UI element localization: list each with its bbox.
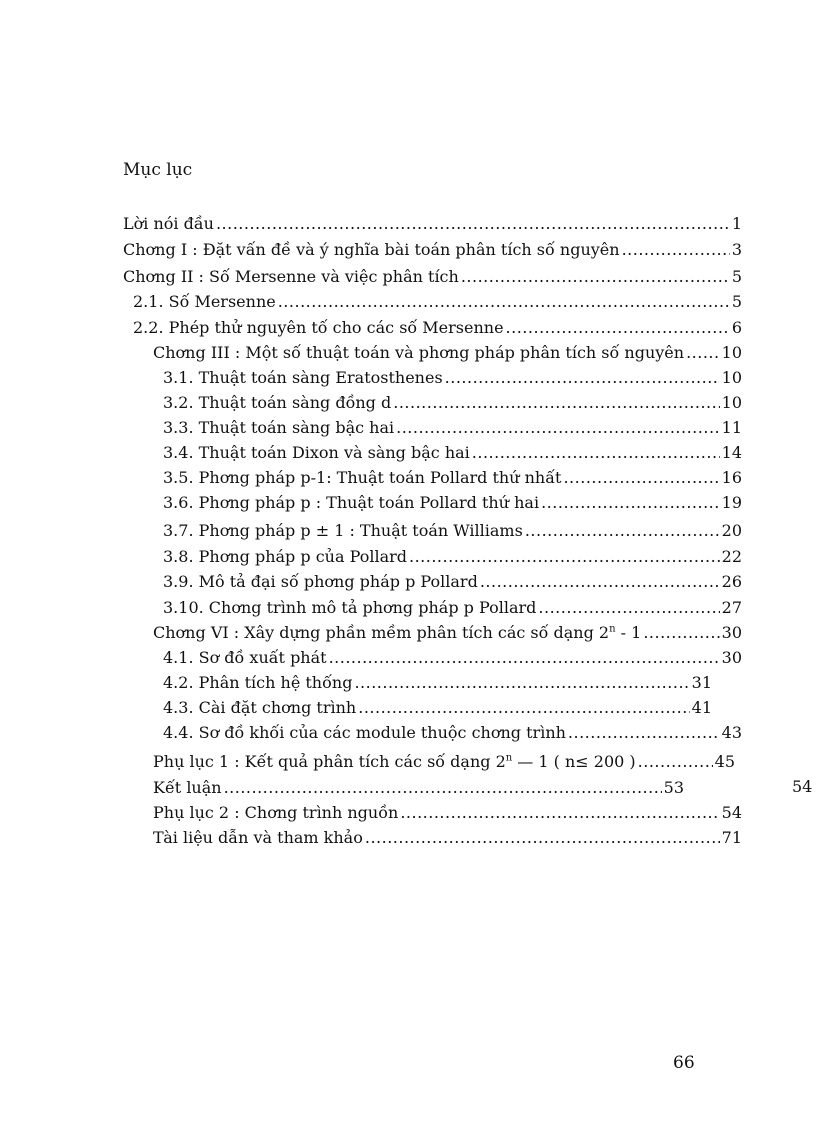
toc-leader-dots — [365, 826, 720, 850]
toc-entry-page: 45 — [714, 752, 735, 771]
toc-entry — [163, 696, 712, 720]
toc-entry-page: 19 — [721, 493, 742, 512]
toc-entry-title: 3.5. Phơng pháp p-1: Thuật toán Pollard thứ nhất — [163, 468, 562, 487]
toc-entry — [133, 316, 742, 340]
page-title: Mục lục — [123, 160, 193, 180]
toc-leader-dots — [461, 265, 730, 289]
toc-entry-page: 54 — [721, 803, 742, 822]
toc-entry-page: 5 — [731, 267, 742, 286]
toc-leader-dots — [541, 491, 720, 515]
toc-entry-title: 3.10. Chơng trình mô tả phơng pháp p Pollard — [163, 598, 537, 617]
toc-entry-title: Chơng III : Một số thuật toán và phơng pháp phân tích số nguyên — [153, 343, 685, 362]
toc-entry — [153, 801, 742, 825]
toc-leader-dots — [400, 801, 719, 825]
toc-leader-dots — [278, 290, 730, 314]
toc-entry-title: Chơng II : Số Mersenne và việc phân tích — [123, 267, 459, 286]
toc-leader-dots — [329, 646, 720, 670]
toc-entry — [123, 212, 742, 236]
toc-leader-dots — [216, 212, 730, 236]
toc-entry — [153, 621, 742, 645]
toc-entry — [163, 491, 742, 515]
toc-leader-dots — [563, 466, 719, 490]
toc-entry-title: 3.4. Thuật toán Dixon và sàng bậc hai — [163, 443, 470, 462]
toc-entry-page: 30 — [721, 623, 742, 642]
toc-entry-page: 5 — [731, 292, 742, 311]
toc-entry-page: 31 — [691, 673, 712, 692]
toc-leader-dots — [472, 441, 720, 465]
stray-page-number: 54 — [792, 777, 813, 796]
toc-entry-title: 2.1. Số Mersenne — [133, 292, 276, 311]
toc-leader-dots — [568, 721, 720, 745]
toc-entry — [163, 596, 742, 620]
toc-entry-title: 3.9. Mô tả đại số phơng pháp p Pollard — [163, 572, 478, 591]
toc-entry — [163, 416, 742, 440]
toc-entry — [153, 750, 735, 774]
toc-entry-page: 71 — [721, 828, 742, 847]
toc-entry-title: Chơng VI : Xây dựng phần mềm phân tích các số dạng 2$^n$ - 1 — [153, 623, 642, 642]
toc-entry-title: Kết luận — [153, 778, 222, 797]
toc-entry-title: 3.2. Thuật toán sàng đồng d — [163, 393, 392, 412]
toc-entry — [163, 519, 742, 543]
toc-entry-title: 3.8. Phơng pháp p của Pollard — [163, 547, 407, 566]
toc-leader-dots — [445, 366, 720, 390]
toc-entry-title: Phụ lục 1 : Kết quả phân tích các số dạng 2$^n$ — 1 ( n≤ 200 ) — [153, 752, 636, 771]
toc-entry-page: 53 — [663, 778, 684, 797]
toc-entry-page: 10 — [721, 368, 742, 387]
toc-entry-title: 3.3. Thuật toán sàng bậc hai — [163, 418, 395, 437]
toc-leader-dots — [525, 519, 720, 543]
toc-entry-title: 3.1. Thuật toán sàng Eratosthenes — [163, 368, 443, 387]
toc-entry — [163, 466, 742, 490]
toc-leader-dots — [354, 671, 689, 695]
toc-entry — [133, 290, 742, 314]
toc-entry — [123, 265, 742, 289]
toc-entry — [123, 238, 742, 262]
toc-entry — [163, 366, 742, 390]
page-number: 66 — [673, 1053, 695, 1073]
toc-leader-dots — [506, 316, 730, 340]
toc-leader-dots — [396, 416, 720, 440]
toc-entry-title: 2.2. Phép thử nguyên tố cho các số Mersenne — [133, 318, 504, 337]
toc-entry-title: 3.7. Phơng pháp p ± 1 : Thuật toán Williams — [163, 521, 523, 540]
toc-leader-dots — [686, 341, 720, 365]
toc-entry-page: 20 — [721, 521, 742, 540]
toc-entry-page: 41 — [691, 698, 712, 717]
toc-entry-page: 22 — [721, 547, 742, 566]
toc-entry-title: Phụ lục 2 : Chơng trình nguồn — [153, 803, 399, 822]
toc-entry — [163, 391, 742, 415]
toc-entry-title: Tài liệu dẫn và tham khảo — [153, 828, 363, 847]
toc-entry-title: 4.4. Sơ đồ khối của các module thuộc chơng trình — [163, 723, 566, 742]
toc-entry-page: 10 — [721, 393, 742, 412]
toc-entry — [153, 341, 742, 365]
toc-entry-title: Lời nói đầu — [123, 214, 214, 233]
toc-entry-title: 4.2. Phân tích hệ thống — [163, 673, 353, 692]
toc-entry-page: 27 — [721, 598, 742, 617]
toc-leader-dots — [622, 238, 730, 262]
toc-entry-page: 10 — [721, 343, 742, 362]
toc-entry — [153, 776, 684, 800]
toc-entry-page: 11 — [721, 418, 742, 437]
toc-entry — [163, 721, 742, 745]
toc-entry-page: 43 — [721, 723, 742, 742]
toc-entry-page: 1 — [731, 214, 742, 233]
toc-leader-dots — [480, 570, 720, 594]
toc-leader-dots — [638, 750, 713, 774]
toc-entry — [163, 570, 742, 594]
toc-entry — [163, 671, 712, 695]
toc-entry-title: 3.6. Phơng pháp p : Thuật toán Pollard thứ hai — [163, 493, 540, 512]
toc-leader-dots — [224, 776, 662, 800]
toc-leader-dots — [538, 596, 719, 620]
toc-entry-page: 6 — [731, 318, 742, 337]
toc-entry-page: 3 — [731, 240, 742, 259]
toc-leader-dots — [358, 696, 689, 720]
toc-entry — [163, 646, 742, 670]
toc-leader-dots — [409, 545, 720, 569]
toc-entry-page: 30 — [721, 648, 742, 667]
toc-leader-dots — [643, 621, 719, 645]
toc-entry-page: 16 — [721, 468, 742, 487]
toc-entry-title: 4.3. Cài đặt chơng trình — [163, 698, 357, 717]
toc-entry-page: 14 — [721, 443, 742, 462]
toc-entry-page: 26 — [721, 572, 742, 591]
toc-entry-title: Chơng I : Đặt vấn đề và ý nghĩa bài toán phân tích số nguyên — [123, 240, 620, 259]
toc-leader-dots — [393, 391, 719, 415]
toc-entry-title: 4.1. Sơ đồ xuất phát — [163, 648, 327, 667]
toc-entry — [163, 545, 742, 569]
toc-entry — [153, 826, 742, 850]
toc-entry — [163, 441, 742, 465]
